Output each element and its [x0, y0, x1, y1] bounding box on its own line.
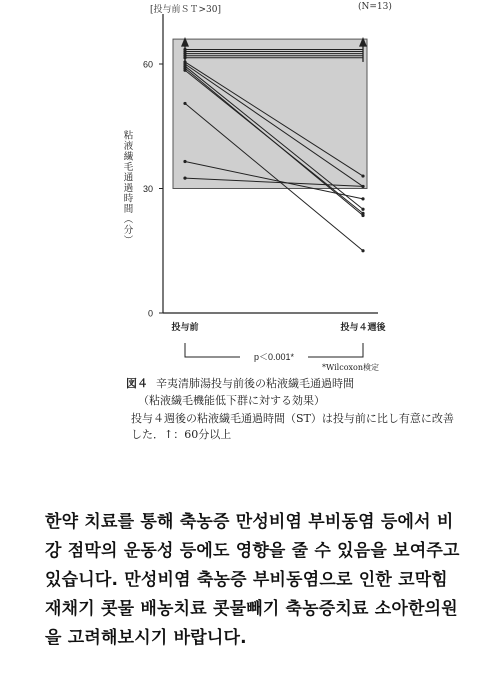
data-point	[361, 249, 364, 252]
y-tick-label: 60	[142, 59, 153, 70]
x-tick-label: 投与４週後	[340, 323, 386, 333]
data-point	[183, 69, 186, 72]
data-point	[361, 208, 364, 211]
figure-title: 辛夷清肺湯投与前後の粘液繊毛通過時間	[156, 377, 354, 390]
x-tick-label: 投与前	[171, 323, 199, 333]
data-point	[361, 185, 364, 188]
chart-header-left: [投与前ＳＴ>30]	[150, 5, 222, 15]
shaded-region	[173, 39, 367, 188]
data-point	[361, 212, 364, 215]
test-note: *Wilcoxon検定	[322, 363, 379, 372]
data-point	[183, 102, 186, 105]
data-point	[183, 177, 186, 180]
y-tick-label: 30	[142, 184, 153, 194]
data-point	[361, 197, 364, 200]
y-tick-label: 0	[147, 308, 153, 319]
y-axis-label: 粘液繊毛通過時間（分）	[121, 130, 133, 246]
data-point	[361, 174, 364, 177]
data-point	[183, 160, 186, 163]
figure-subtitle: （粘液繊毛機能低下群に対する効果）	[138, 394, 325, 407]
p-value-label: p＜0.001*	[253, 352, 295, 362]
figure-number: 図４	[126, 378, 148, 390]
figure-caption	[126, 376, 466, 392]
figure-note: 投与４週後の粘液繊毛通過時間（ST）は投与前に比し有意に改善した．↑：60分以上	[131, 412, 454, 441]
article-paragraph: 한약 치료를 통해 축농증 만성비염 부비동염 등에서 비강 점막의 운동성 등에도 영향을 줄 수 있음을 보여주고 있습니다. 만성비염 축농증 부비동염으로 인한 코막힘 재채기 콧물 배농치료 콧물빼기 축농증치료 소아한의원을 고려해보시기 바랍니다.	[45, 512, 460, 648]
chart-header-right: (N=13)	[358, 2, 392, 12]
